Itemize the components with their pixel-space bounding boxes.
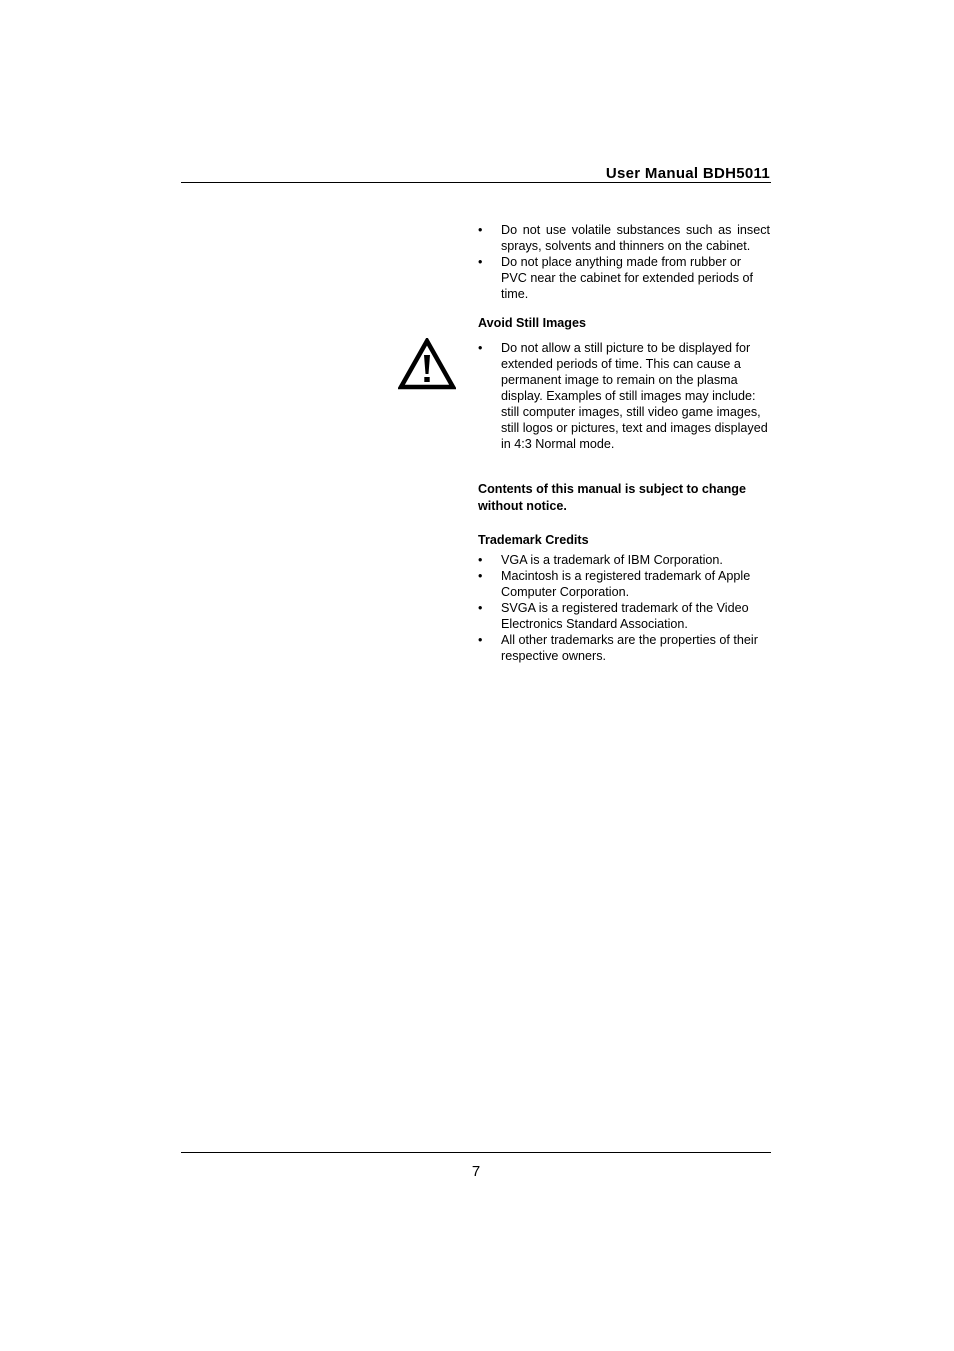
list-item: • VGA is a trademark of IBM Corporation.: [478, 552, 770, 568]
list-item: • Do not place anything made from rubber or PVC near the cabinet for extended periods of time.: [478, 254, 770, 302]
main-content: [478, 222, 770, 664]
cabinet-care-list: [478, 222, 770, 302]
section-heading-trademarks: Trademark Credits: [478, 533, 589, 547]
list-item: • All other trademarks are the properties of their respective owners.: [478, 632, 770, 664]
page-number: 7: [471, 1163, 481, 1180]
trademark-list: [478, 552, 770, 664]
list-item: • Do not use volatile substances such as insect sprays, solvents and thinners on the cabinet.: [478, 222, 770, 254]
list-item: • Do not allow a still picture to be displayed for extended periods of time. This can cause a permanent image to remain on the plasma display. Examples of still images may include: still computer images, still video game images, still logos or pictures, text and images displayed in 4:3 Normal mode.: [478, 340, 770, 452]
warning-triangle-icon: [398, 338, 456, 390]
page-header-title: User Manual BDH5011: [605, 165, 770, 182]
header-divider: [181, 182, 771, 183]
notice-text: Contents of this manual is subject to change without notice.: [478, 482, 746, 513]
section-heading-still-images: Avoid Still Images: [478, 316, 587, 330]
footer-divider: [181, 1152, 771, 1153]
list-item: • SVGA is a registered trademark of the Video Electronics Standard Association.: [478, 600, 770, 632]
still-images-list: [478, 340, 770, 452]
list-item: • Macintosh is a registered trademark of Apple Computer Corporation.: [478, 568, 770, 600]
